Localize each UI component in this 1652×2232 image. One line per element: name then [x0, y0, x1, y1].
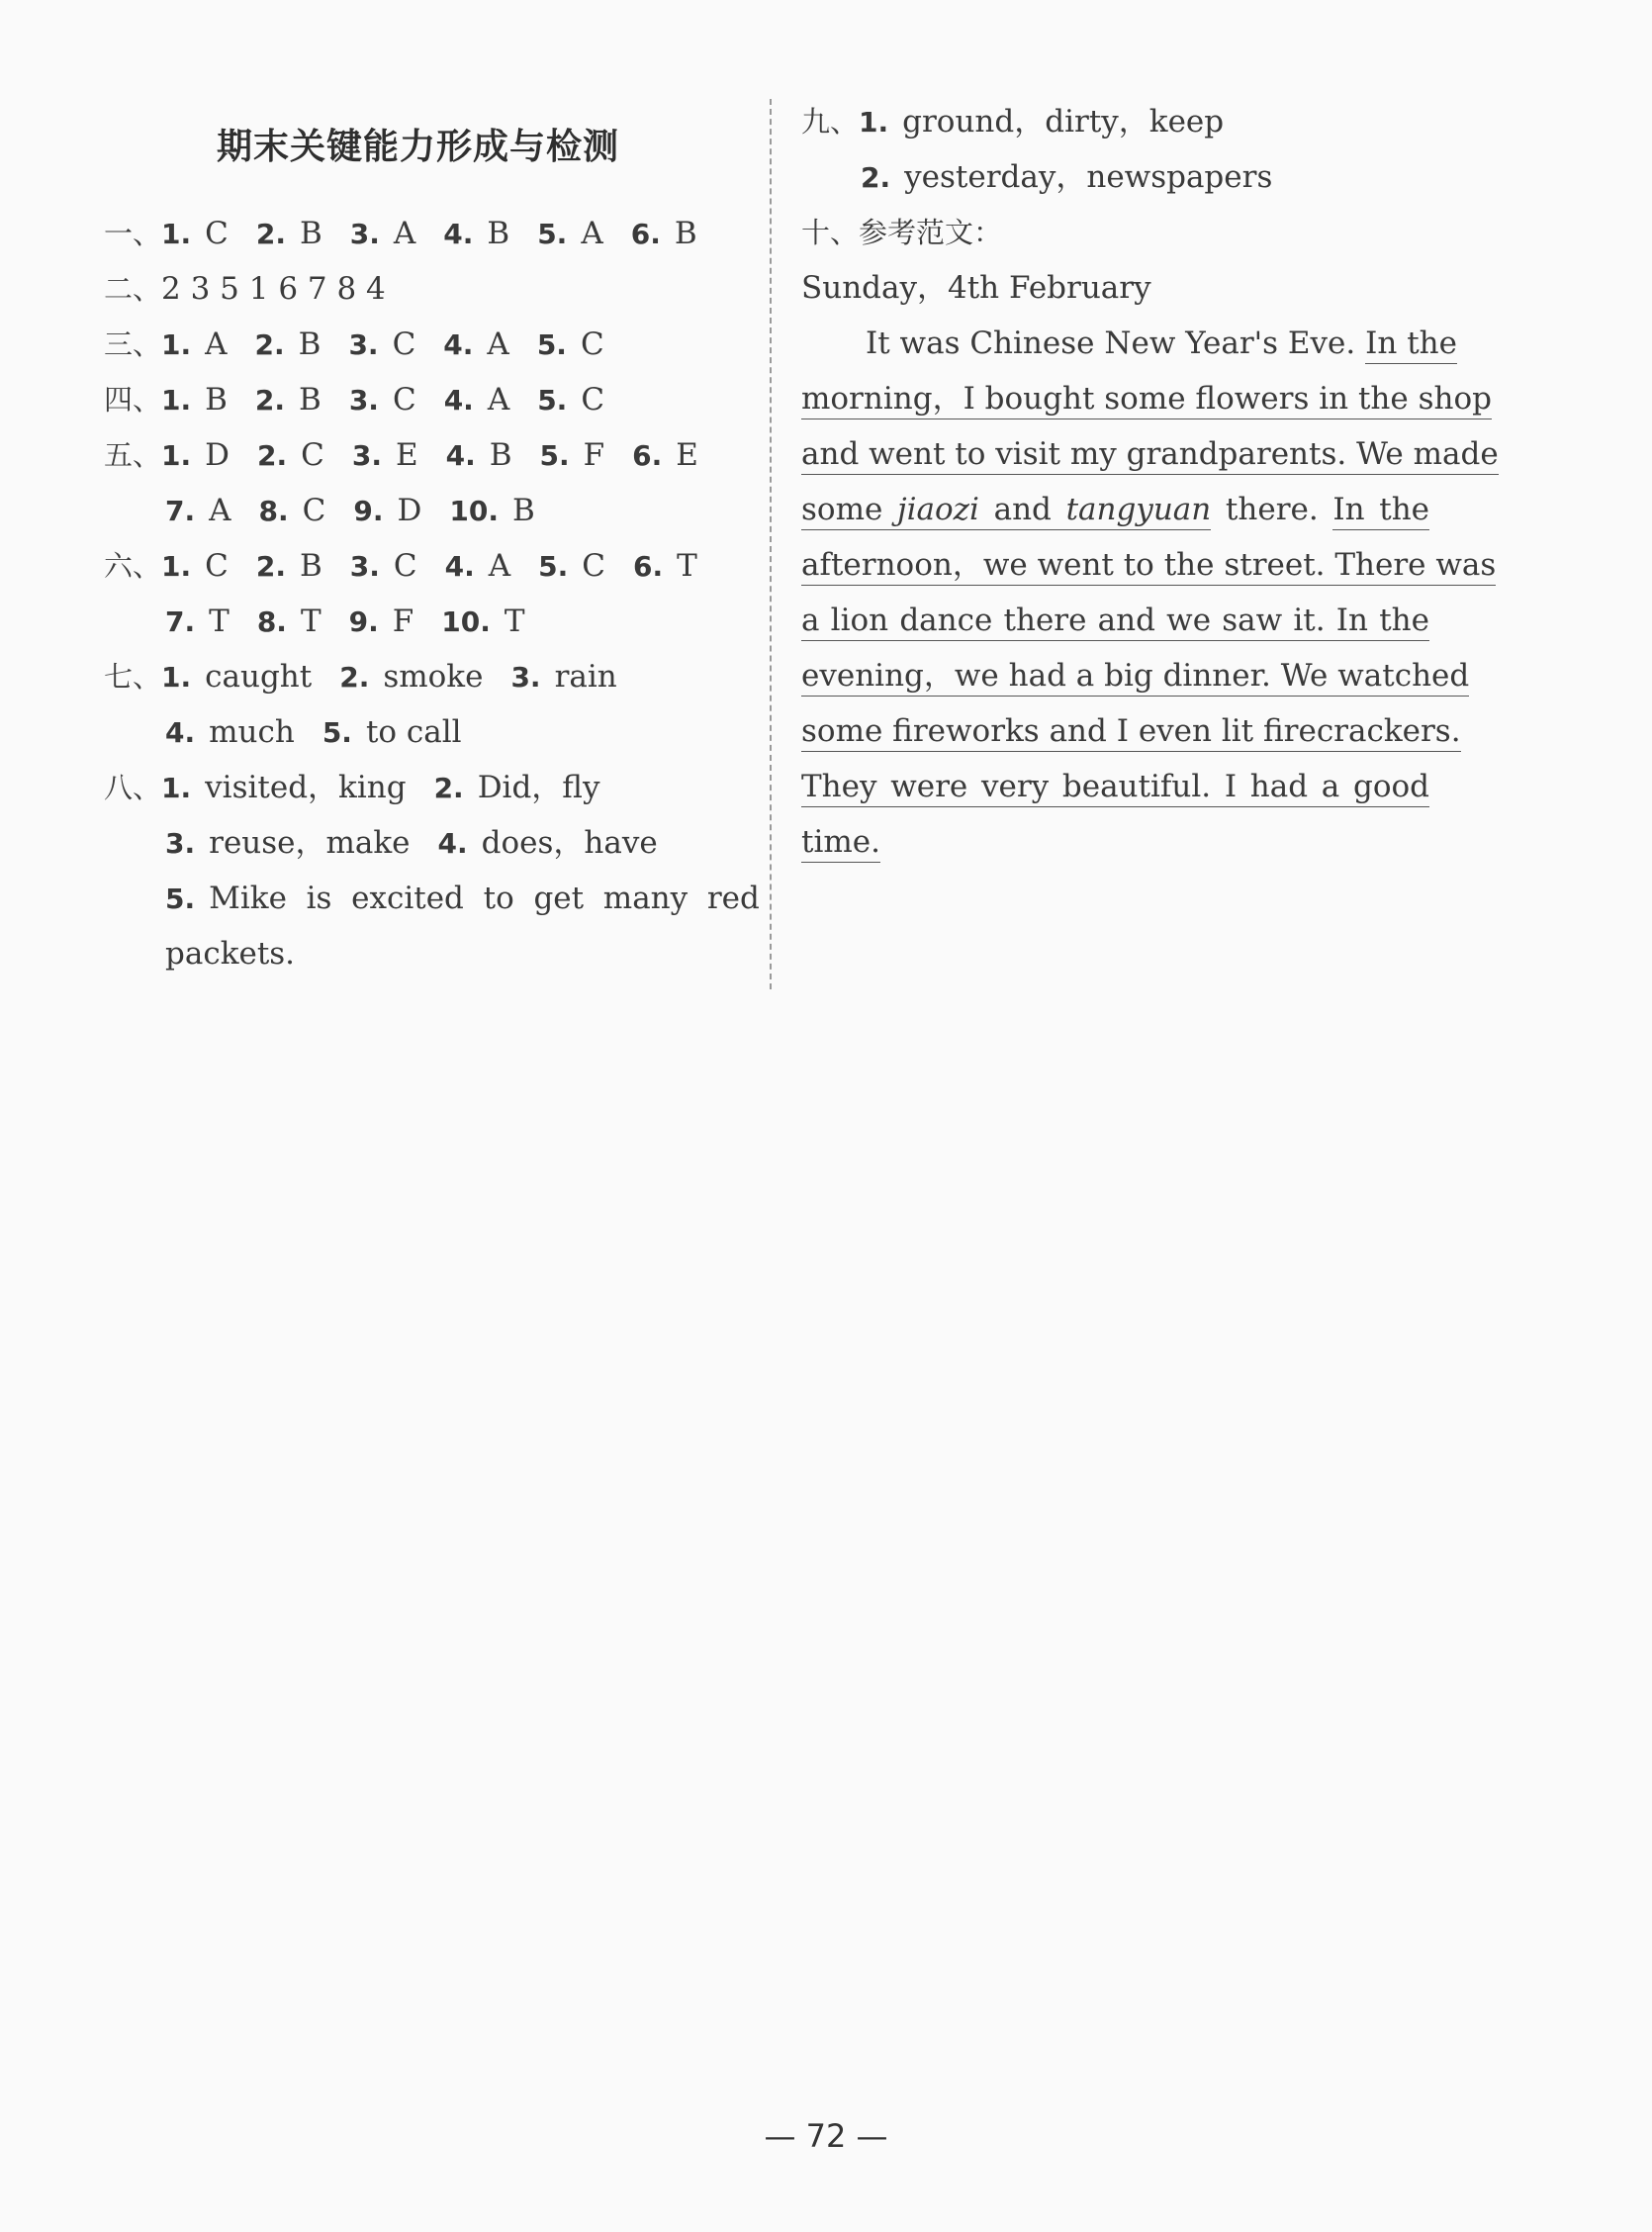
q-num: 2. — [861, 161, 891, 194]
q-num: 3. — [165, 827, 196, 860]
answer: C — [393, 548, 417, 584]
page-title: 期末关键能力形成与检测 — [216, 127, 619, 167]
answer: E — [676, 437, 698, 473]
section-label: 七、 — [104, 660, 162, 694]
answer: visited，king — [205, 770, 407, 805]
left-column — [104, 206, 760, 981]
answer: smoke — [383, 659, 484, 695]
answer: C — [302, 493, 326, 528]
answer: does，have — [481, 825, 658, 861]
section-6-row-2 — [104, 594, 737, 649]
q-num: 1. — [161, 772, 192, 804]
q-num: 3. — [510, 661, 541, 694]
section-5-row-2 — [104, 483, 737, 538]
section-2 — [104, 261, 737, 317]
q-num: 1. — [161, 661, 192, 694]
answer: C — [205, 548, 229, 584]
essay-text: time. — [801, 824, 880, 863]
section-label: 一、 — [104, 217, 162, 250]
essay-text: some fireworks and I even lit firecrackers. — [801, 713, 1461, 752]
q-num: 1. — [161, 328, 192, 361]
section-8-row-3 — [104, 871, 760, 926]
answer: A — [205, 326, 228, 362]
answer: C — [582, 548, 606, 584]
essay-line — [801, 814, 1429, 870]
answer: reuse，make — [209, 825, 411, 861]
q-num: 7. — [165, 495, 196, 527]
answer: Mike is excited to get many red — [209, 881, 760, 916]
answer: D — [205, 437, 229, 473]
essay-text: a lion dance there and we saw it. In the — [801, 603, 1429, 641]
q-num: 2. — [255, 550, 286, 583]
section-4 — [104, 372, 737, 427]
section-6 — [104, 538, 737, 594]
answer: C — [392, 326, 416, 362]
q-num: 5. — [538, 550, 569, 583]
q-num: 6. — [632, 439, 663, 472]
q-num: 6. — [633, 550, 664, 583]
answer: C — [301, 437, 324, 473]
section-label: 三、 — [104, 327, 162, 361]
q-num: 10. — [441, 605, 491, 638]
answer: Did，fly — [477, 770, 600, 805]
q-num: 8. — [258, 495, 289, 527]
answer: B — [511, 493, 535, 528]
q-num: 9. — [348, 605, 379, 638]
essay-date — [801, 260, 1434, 316]
section-8-row-4 — [104, 926, 737, 981]
answer: A — [487, 382, 510, 418]
q-num: 7. — [165, 605, 196, 638]
answer: B — [300, 548, 322, 584]
answer: rain — [554, 659, 617, 695]
essay-line — [801, 593, 1429, 648]
q-num: 1. — [161, 218, 192, 250]
section-3 — [104, 317, 737, 372]
section-9 — [801, 94, 1434, 149]
essay-text: evening，we had a big dinner. We watched — [801, 658, 1469, 697]
answer: T — [300, 604, 321, 639]
answer: B — [674, 216, 697, 251]
essay-line — [801, 316, 1457, 371]
q-num: 5. — [536, 328, 567, 361]
essay-text: jiaozi — [897, 492, 979, 527]
answer: 2 3 5 1 6 7 8 4 — [161, 271, 386, 307]
essay-line — [801, 482, 1429, 537]
section-label: 四、 — [104, 383, 162, 417]
answer: caught — [205, 659, 313, 695]
q-num: 1. — [161, 384, 192, 417]
answer: B — [205, 382, 228, 418]
section-label: 五、 — [104, 438, 162, 472]
section-7-row-2 — [104, 704, 737, 760]
answer: to call — [365, 714, 462, 750]
q-num: 4. — [443, 218, 474, 250]
answer: D — [397, 493, 422, 528]
answer: A — [209, 493, 231, 528]
answer: B — [300, 216, 322, 251]
section-5 — [104, 427, 737, 483]
answer: F — [583, 437, 605, 473]
essay-text: there. — [1225, 492, 1319, 527]
essay-text: tangyuan — [1065, 492, 1212, 527]
answer: A — [393, 216, 416, 251]
q-num: 3. — [349, 550, 380, 583]
answer: yesterday，newspapers — [904, 159, 1273, 195]
q-num: 4. — [443, 384, 474, 417]
section-7 — [104, 649, 737, 704]
q-num: 9. — [353, 495, 384, 527]
q-num: 2. — [254, 384, 286, 417]
answer: A — [581, 216, 603, 251]
answer: packets. — [165, 936, 296, 972]
q-num: 4. — [437, 827, 468, 860]
q-num: 5. — [165, 883, 196, 915]
q-num: 4. — [165, 716, 196, 749]
section-label: 六、 — [104, 549, 162, 583]
q-num: 1. — [161, 550, 192, 583]
section-10 — [801, 205, 1434, 260]
right-column — [801, 94, 1499, 870]
essay-text: They were very beautiful. I had a good — [801, 769, 1429, 807]
page-number: — 72 — — [764, 2117, 888, 2155]
q-num: 4. — [443, 328, 474, 361]
section-label: 二、 — [104, 272, 162, 306]
essay-text: It was Chinese New Year's Eve. — [866, 326, 1356, 361]
answer: B — [298, 326, 321, 362]
q-num: 10. — [449, 495, 499, 527]
q-num: 2. — [339, 661, 370, 694]
q-num: 4. — [445, 439, 476, 472]
answer: T — [677, 548, 697, 584]
answer: A — [487, 326, 509, 362]
answer: much — [209, 714, 295, 750]
essay-text: morning，I bought some flowers in the shop — [801, 381, 1492, 419]
answer: T — [504, 604, 525, 639]
essay-line — [801, 759, 1429, 814]
essay-text: In the — [1365, 326, 1457, 364]
column-divider — [770, 99, 772, 989]
answer: C — [580, 326, 604, 362]
section-label: 九、 — [801, 105, 860, 139]
q-num: 5. — [537, 218, 568, 250]
essay-line — [801, 426, 1499, 482]
q-num: 8. — [256, 605, 287, 638]
model-essay — [801, 316, 1499, 870]
answer: B — [299, 382, 321, 418]
q-num: 6. — [630, 218, 661, 250]
answer: B — [487, 216, 510, 251]
essay-text: afternoon，we went to the street. There was — [801, 547, 1496, 586]
q-num: 1. — [161, 439, 192, 472]
q-num: 2. — [257, 439, 288, 472]
answer: E — [395, 437, 418, 473]
q-num: 3. — [351, 439, 382, 472]
q-num: 3. — [349, 218, 380, 250]
section-label: 十、参考范文： — [801, 216, 1003, 249]
answer: C — [581, 382, 605, 418]
answer: B — [489, 437, 512, 473]
essay-line — [801, 537, 1497, 593]
essay-line — [801, 703, 1461, 759]
q-num: 3. — [348, 328, 379, 361]
q-num: 3. — [348, 384, 379, 417]
section-9-row-2 — [801, 149, 1434, 205]
answer: ground，dirty，keep — [902, 104, 1225, 140]
answer: C — [205, 216, 229, 251]
section-8-row-2 — [104, 815, 737, 871]
section-8 — [104, 760, 737, 815]
q-num: 5. — [537, 384, 568, 417]
essay-text: In the — [1332, 492, 1429, 530]
q-num: 5. — [321, 716, 352, 749]
q-num: 2. — [254, 328, 285, 361]
essay-text: some — [801, 492, 883, 527]
section-1 — [104, 206, 737, 261]
q-num: 2. — [433, 772, 464, 804]
answer: T — [209, 604, 229, 639]
essay-text: and — [993, 492, 1052, 527]
essay-text: and went to visit my grandparents. We made — [801, 436, 1499, 475]
essay-line — [801, 648, 1470, 703]
section-label: 八、 — [104, 771, 162, 804]
q-num: 1. — [859, 106, 889, 139]
answer: F — [392, 604, 414, 639]
q-num: 5. — [539, 439, 570, 472]
answer: A — [488, 548, 511, 584]
answer: C — [392, 382, 416, 418]
essay-line — [801, 371, 1492, 426]
essay-date-text: Sunday，4th February — [801, 270, 1151, 306]
q-num: 2. — [255, 218, 286, 250]
q-num: 4. — [444, 550, 475, 583]
